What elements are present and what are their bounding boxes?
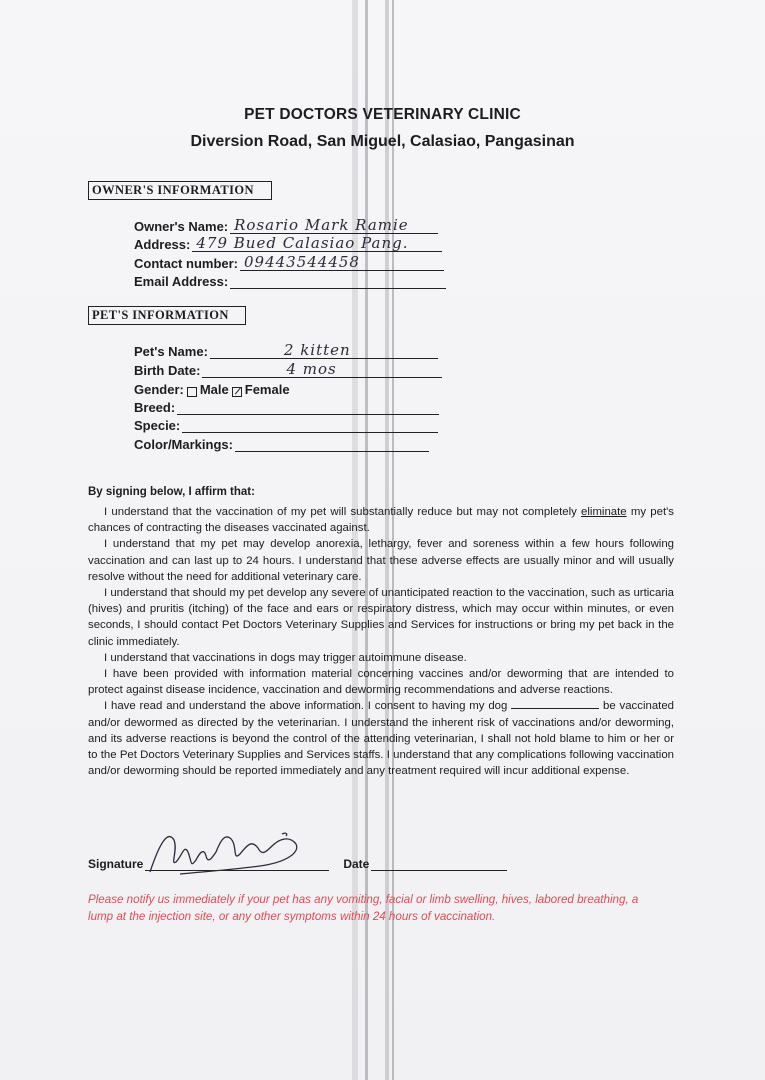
pet-color-field [134, 437, 429, 452]
paragraph-text: I have read and understand the above information. I consent to having my dog [104, 700, 512, 713]
male-label: Male [199, 382, 229, 397]
affirmation-paragraph: I understand that my pet may develop anorexia, lethargy, fever and soreness within a few hours following vaccination and can last up to 24 hours. I understand that these adverse effects are usually minor and will usually resolve without the need for additional veterinary care. [88, 538, 674, 583]
owner-section-title: OWNER'S INFORMATION [88, 181, 272, 200]
paragraph-text: my pet's chances of contracting the diseases vaccinated against. [88, 506, 675, 535]
owner-name-field [134, 216, 438, 234]
affirmation-paragraph [88, 504, 674, 536]
paragraph-text: be vaccinated and/or dewormed as directed by the veterinarian. I understand the inherent risk of vaccinations and/or deworming, and its adverse reactions is beyond the control of the attending veterinarian, I shall not hold blame to him or her or to the Pet Doctors Veterinary Supplies and Services staffs. I understand that any complications following vaccination and/or deworming should be reported immediately and any treatment required will incur additional expense. [88, 700, 674, 778]
affirmation-paragraph: I understand that should my pet develop any severe of unanticipated reaction to the vaccination, such as urticaria (hives) and pruritis (itching) of the face and ears or respiratory distress, which may occur within minutes, or even seconds, I should contact Pet Doctors Veterinary Supplies and Services for instructions or bring my pet back in the clinic immediately. [88, 587, 674, 648]
pet-birth-value: 4 mos [286, 360, 337, 378]
vaccination-notice: Please notify us immediately if your pet has any vomiting, facial or limb swelling, hives, labored breathing, a lump at the injection site, or any other symptoms within 24 hours of vaccination. [88, 893, 639, 923]
pet-section-title: PET'S INFORMATION [88, 306, 246, 325]
pet-color-label: Color/Markings: [134, 437, 233, 452]
underlined-word: eliminate [581, 506, 627, 518]
pet-name-label: Pet's Name: [134, 344, 208, 359]
pet-breed-label: Breed: [134, 400, 176, 415]
clinic-address: Diversion Road, San Miguel, Calasiao, Pangasinan [190, 133, 575, 150]
male-checkbox[interactable] [187, 387, 197, 397]
signature-label: Signature [88, 857, 144, 871]
owner-contact-label: Contact number: [134, 256, 238, 271]
owner-email-label: Email Address: [134, 274, 229, 289]
pet-specie-label: Specie: [134, 418, 181, 433]
pet-name-value: 2 kitten [283, 341, 351, 359]
affirmation-paragraph [88, 698, 674, 779]
date-label: Date [343, 857, 370, 871]
pet-gender-label: Gender: [134, 382, 184, 397]
owner-address-field [134, 234, 442, 252]
affirmation-paragraph: I have been provided with information material concerning vaccines and/or deworming that are intended to protect against disease incidence, vaccination and deworming recommendations and adverse reactions. [88, 668, 674, 697]
affirmation-paragraph: I understand that vaccinations in dogs may trigger autoimmune disease. [104, 651, 467, 664]
date-line [371, 858, 507, 871]
owner-contact-value: 09443544458 [244, 253, 360, 271]
pet-name-field [134, 341, 438, 359]
pet-specie-field [134, 418, 438, 433]
pet-breed-field [134, 400, 439, 415]
owner-name-label: Owner's Name: [134, 219, 229, 234]
owner-address-value: 479 Bued Calasiao Pang. [196, 234, 409, 252]
owner-contact-field [134, 253, 444, 271]
affirmation-body [88, 504, 674, 779]
affirmation-heading: By signing below, I affirm that: [88, 486, 255, 498]
dog-name-blank [511, 698, 599, 709]
paragraph-text: I understand that the vaccination of my pet will substantially reduce but may not completely [104, 506, 582, 518]
pet-gender-field [134, 382, 290, 397]
female-label: Female [244, 382, 290, 397]
pet-birth-field [134, 360, 442, 378]
clinic-name: PET DOCTORS VETERINARY CLINIC [244, 106, 521, 123]
owner-address-label: Address: [134, 237, 191, 252]
handwritten-signature [140, 822, 310, 878]
pet-birth-label: Birth Date: [134, 363, 201, 378]
owner-name-value: Rosario Mark Ramie [234, 216, 409, 234]
female-checkbox-checked[interactable] [232, 387, 242, 397]
owner-email-field [134, 274, 446, 289]
